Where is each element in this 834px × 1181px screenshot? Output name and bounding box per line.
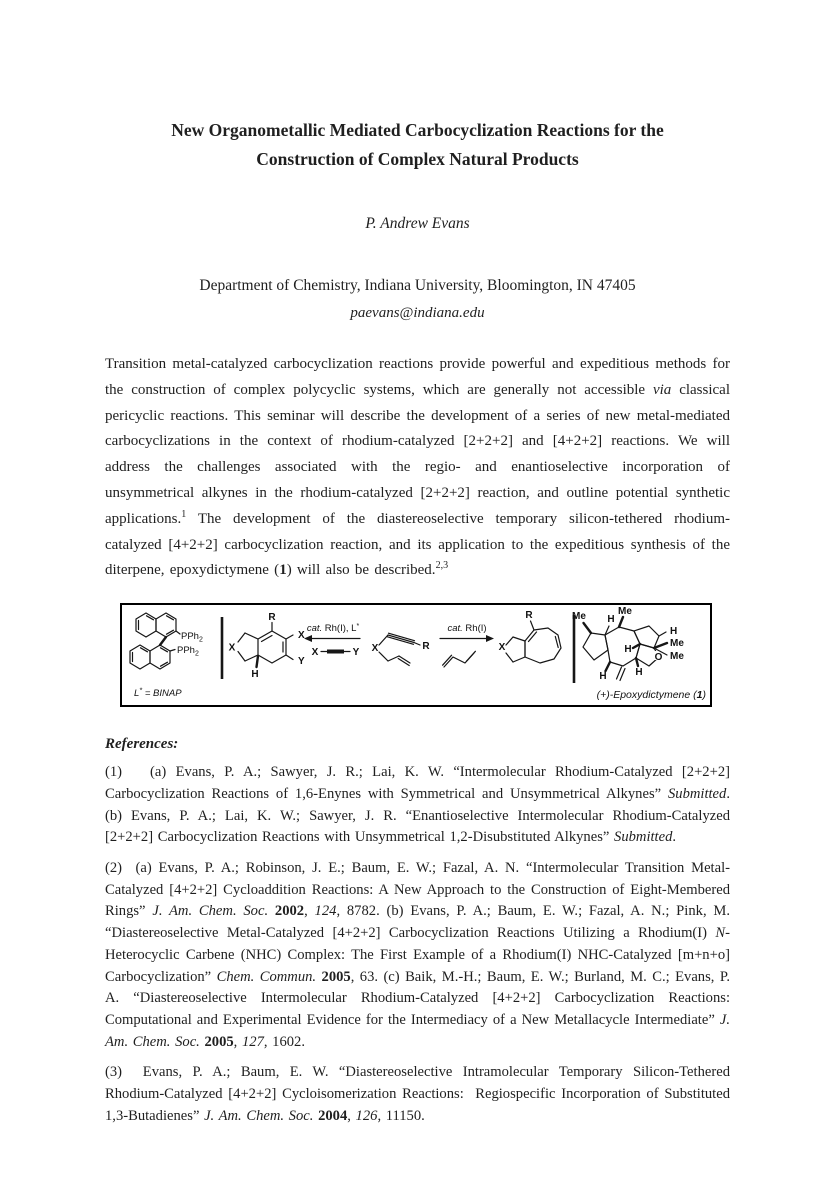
reference-item-3: (3) Evans, P. A.; Baum, E. W. “Diastereoselective Intramolecular Temporary Silicon-Tethered Rhodium-Catalyzed [4+2+2] Cycloisomerization Reactions: Regiospecific Incorporation of Substituted 1,3-Butadienes” J. Am. Chem. Soc. 2004, 126, 11150.	[105, 1064, 730, 1124]
natural-product-caption: (+)-Epoxydictymene (1)	[596, 689, 706, 702]
product1-y-label: Y	[298, 656, 305, 668]
page-content	[105, 116, 730, 1127]
right-arrow-catalyst-label: cat. Rh(I)	[447, 623, 487, 635]
product2-r-label: R	[525, 610, 533, 622]
author-name: P. Andrew Evans	[365, 215, 470, 232]
pph2-label-top: PPh$_2$	[181, 631, 203, 644]
enyne-x-label: X	[371, 643, 379, 655]
reference-item-1: (1) (a) Evans, P. A.; Sawyer, J. R.; Lai, K. W. “Intermolecular Rhodium-Catalyzed [2+2+2] Carbocyclization Reactions of 1,6-Enynes with Symmetrical and Unsymmetrical Alkynes” Submitted. (b) Evans, P. A.; Lai, K. W.; Sawyer, J. R. “Enantioselective Intermolecular Rhodium-Catalyzed [2+2+2] Carbocyclization Reactions with Unsymmetrical 1,2-Disubstituted Alkynes” Submitted.	[105, 764, 730, 846]
h-top-label: H	[607, 614, 615, 626]
reaction-scheme-svg	[122, 605, 710, 705]
abstract-paragraph: Transition metal-catalyzed carbocyclization reactions provide powerful and expeditious methods for the construction of complex polycyclic systems, which are generally not accessible via classical pericyclic reactions. This seminar will describe the development of a series of new metal-mediated carbocyclizations in the context of rhodium-catalyzed [2+2+2] and [4+2+2] reactions. We will address the challenges associated with the regio- and enantioselective incorporation of unsymmetrical alkynes in the rhodium-catalyzed [2+2+2] reaction, and outline potential synthetic applications.$^1$ The development of the diastereoselective temporary silicon-tethered rhodium-catalyzed [4+2+2] carbocyclization reaction, and its application to the expeditious synthesis of the diterpene, epoxydictymene (1) will also be described.$^{2,3}$	[105, 356, 731, 579]
page-title	[105, 116, 730, 173]
reference-item-2: (2) (a) Evans, P. A.; Robinson, J. E.; Baum, E. W.; Fazal, A. N. “Intermolecular Transition Metal-Catalyzed [4+2+2] Cycloaddition Reactions: A New Approach to the Construction of Eight-Membered Rings” J. Am. Chem. Soc. 2002, 124, 8782. (b) Evans, P. A.; Baum, E. W.; Fazal, A. N.; Pink, M. “Diastereoselective Metal-Catalyzed [4+2+2] Carbocyclization Reactions Utilizing a Rhodium(I) N-Heterocyclic Carbene (NHC) Complex: The First Example of a Rhodium(I) NHC-Catalyzed [m+n+o] Carbocyclization” Chem. Commun. 2005, 63. (c) Baik, M.-H.; Baum, E. W.; Burland, M. C.; Evans, P. A. “Diastereoselective Intermolecular Rhodium-Catalyzed [4+2+2] Carbocyclization Reactions: Computational and Experimental Evidence for the Intermediacy of a New Metallacycle Intermediate” J. Am. Chem. Soc. 2005, 127, 1602.	[105, 859, 731, 1050]
cyclohexadiene-product-structure	[229, 612, 305, 680]
oxygen-label: O	[654, 652, 663, 664]
product2-x-label: X	[498, 642, 506, 654]
product1-x-left-label: X	[228, 642, 236, 654]
binap-structure	[130, 613, 203, 699]
cyclooctadiene-product-structure	[499, 610, 561, 663]
title-line-2: Construction of Complex Natural Products	[256, 148, 579, 169]
me-top-label: Me	[618, 606, 632, 618]
alkyne-x-label: X	[311, 647, 319, 659]
title-line-1: New Organometallic Mediated Carbocyclization Reactions for the	[171, 120, 664, 140]
right-reaction-arrow	[440, 623, 494, 667]
binap-ligand-label: L* = BINAP	[134, 685, 182, 700]
product1-h-label: H	[251, 669, 259, 681]
reaction-scheme-figure	[120, 603, 712, 707]
me-right1-label: Me	[670, 638, 684, 650]
references-heading: References:	[105, 736, 179, 753]
product1-x-right-label: X	[298, 630, 305, 642]
enyne-structure	[372, 633, 431, 665]
h-botmid-label: H	[635, 667, 643, 679]
me-right2-label: Me	[670, 651, 684, 663]
left-reaction-arrow	[304, 623, 360, 658]
h-right-label: H	[670, 626, 678, 638]
email-address: paevans@indiana.edu	[350, 305, 485, 321]
pph2-label-bottom: PPh$_2$	[177, 645, 199, 658]
epoxydictymene-structure	[572, 606, 706, 701]
alkyne-y-label: Y	[352, 647, 360, 659]
h-botleft-label: H	[599, 671, 607, 683]
left-arrow-catalyst-label: cat. Rh(I), L*	[306, 623, 360, 635]
affiliation: Department of Chemistry, Indiana University, Bloomington, IN 47405	[199, 277, 636, 294]
enyne-r-label: R	[422, 641, 430, 653]
me-topleft-label: Me	[572, 611, 586, 623]
product1-r-label: R	[268, 612, 276, 624]
h-mid-label: H	[624, 644, 632, 656]
